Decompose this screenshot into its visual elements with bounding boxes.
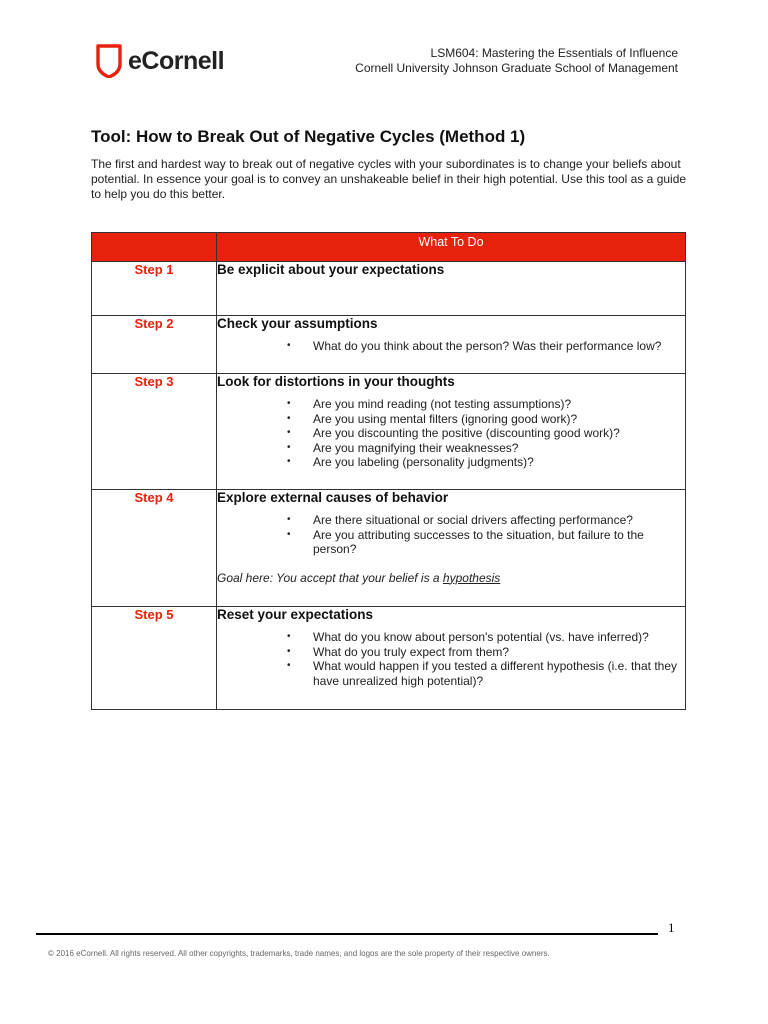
list-item: • What would happen if you tested a different hypothesis (i.e. that they have unrealized high potential)? [313, 659, 685, 688]
list-item: • Are you discounting the positive (discounting good work)? [313, 426, 685, 441]
list-item: • Are you labeling (personality judgments)? [313, 455, 685, 470]
step-content [217, 262, 686, 316]
step-heading: Look for distortions in your thoughts [217, 374, 455, 389]
step-label: Step 4 [92, 490, 217, 607]
school-name: Cornell University Johnson Graduate School of Management [355, 61, 678, 75]
list-item: • Are you attributing successes to the situation, but failure to the person? [313, 528, 685, 557]
copyright-notice: © 2016 eCornell. All rights reserved. All other copyrights, trademarks, trade names, and logos are the sole property of their respective owners. [48, 949, 550, 958]
column-header-what-to-do: What To Do [217, 233, 686, 262]
list-item: • Are you mind reading (not testing assumptions)? [313, 397, 685, 412]
footer-divider [36, 933, 658, 935]
list-item: • Are you using mental filters (ignoring good work)? [313, 412, 685, 427]
table-header-row [92, 233, 686, 262]
step-label: Step 2 [92, 316, 217, 374]
step-heading: Be explicit about your expectations [217, 262, 445, 277]
logo-text: eCornell [128, 46, 225, 75]
course-header [355, 46, 678, 76]
steps-body [92, 262, 686, 710]
list-item: • Are there situational or social drivers affecting performance? [313, 513, 685, 528]
table-row [92, 374, 686, 490]
header-blank-cell [92, 233, 217, 262]
step-content [217, 374, 686, 490]
ecornell-logo [96, 44, 224, 78]
step-content [217, 607, 686, 710]
goal-note [217, 571, 685, 585]
list-item: • What do you truly expect from them? [313, 645, 685, 660]
step-label: Step 1 [92, 262, 217, 316]
shield-icon [96, 44, 122, 78]
bullet-list [217, 339, 685, 354]
table-row [92, 262, 686, 316]
list-item: • Are you magnifying their weaknesses? [313, 441, 685, 456]
step-heading: Reset your expectations [217, 607, 374, 622]
step-heading: Explore external causes of behavior [217, 490, 449, 505]
goal-text: Goal here: You accept that your belief is a [217, 570, 443, 585]
table-row [92, 607, 686, 710]
step-heading: Check your assumptions [217, 316, 378, 331]
list-item: • What do you think about the person? Was their performance low? [313, 339, 685, 354]
table-row [92, 490, 686, 607]
table-row [92, 316, 686, 374]
list-item: • What do you know about person's potential (vs. have inferred)? [313, 630, 685, 645]
step-label: Step 3 [92, 374, 217, 490]
course-title: LSM604: Mastering the Essentials of Influence [430, 46, 678, 60]
page-number: 1 [668, 920, 675, 935]
steps-table [91, 232, 686, 710]
bullet-list [217, 513, 685, 557]
bullet-list [217, 630, 685, 688]
page-title: Tool: How to Break Out of Negative Cycles (Method 1) [91, 127, 526, 146]
step-content [217, 316, 686, 374]
intro-paragraph: The first and hardest way to break out of negative cycles with your subordinates is to change your beliefs about potential. In essence your goal is to convey an unshakeable belief in their high potential. Use this tool as a guide to help you do this better. [91, 157, 687, 201]
step-content [217, 490, 686, 607]
step-label: Step 5 [92, 607, 217, 710]
goal-emphasis: hypothesis [442, 570, 501, 585]
bullet-list [217, 397, 685, 470]
